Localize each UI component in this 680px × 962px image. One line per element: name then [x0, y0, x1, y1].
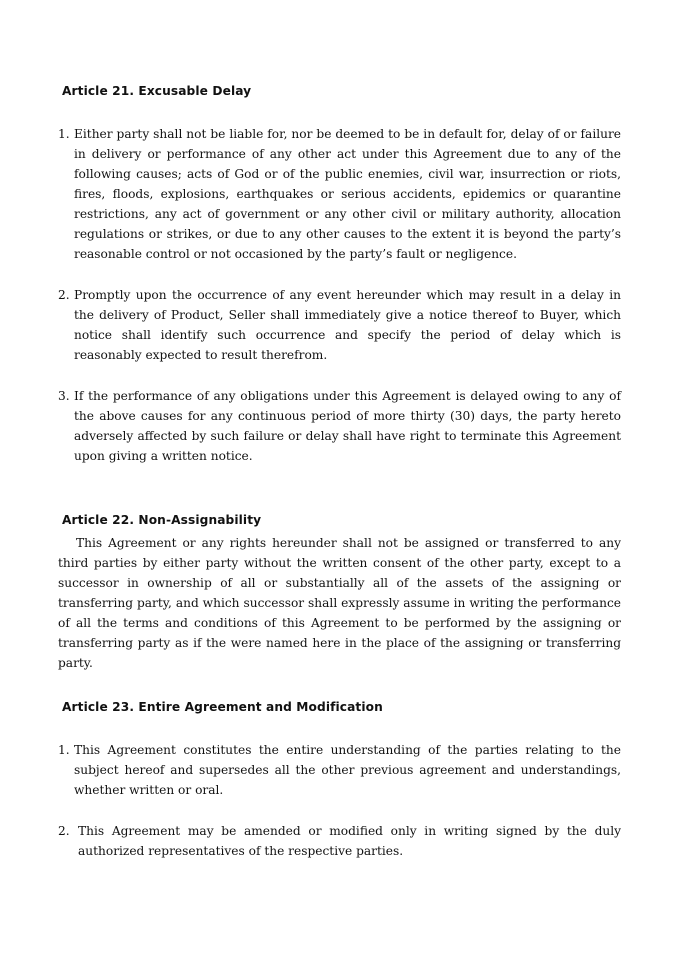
item-text: If the performance of any obligations under this Agreement is delayed owing to any of the above causes for any continuous period of more thirty (30) days, the party hereto adversely affected by such failure or delay shall have right to terminate this Agreement upon giving a written notice. — [74, 389, 621, 463]
article-23-item-1 — [58, 740, 621, 800]
item-number: 2. — [58, 824, 70, 838]
article-21-heading: Article 21. Excusable Delay — [62, 84, 252, 98]
item-number: 1. — [58, 127, 70, 141]
item-text: This Agreement constitutes the entire understanding of the parties relating to the subject hereof and supersedes all the other previous agreement and understandings, whether written or oral. — [74, 743, 621, 797]
article-21-item-3 — [58, 386, 621, 466]
item-text: Either party shall not be liable for, nor be deemed to be in default for, delay of or failure in delivery or performance of any other act under this Agreement due to any of the following causes; acts of God or of the public enemies, civil war, insurrection or riots, fires, floods, explosions, earthquakes or serious accidents, epidemics or quarantine restrictions, any act of government or any other civil or military authority, allocation regulations or strikes, or due to any other causes to the extent it is beyond the party’s reasonable control or not occasioned by the party’s fault or negligence. — [74, 127, 621, 261]
item-text: Promptly upon the occurrence of any event hereunder which may result in a delay in the delivery of Product, Seller shall immediately give a notice thereof to Buyer, which notice shall identify such occurrence and specify the period of delay which is reasonably expected to result therefrom. — [74, 288, 621, 362]
article-22-paragraph: This Agreement or any rights hereunder shall not be assigned or transferred to any third parties by either party without the written consent of the other party, except to a successor in ownership of all or substantially all of the assets of the assigning or transferring party, and which successor shall expressly assume in writing the performance of all the terms and conditions of this Agreement to be performed by the assigning or transferring party as if the were named here in the place of the assigning or transferring party. — [58, 536, 621, 670]
item-number: 3. — [58, 389, 70, 403]
item-text: This Agreement may be amended or modified only in writing signed by the duly authorized representatives of the respective parties. — [78, 824, 621, 858]
article-21-item-2 — [58, 285, 621, 365]
article-23-item-2 — [58, 821, 621, 861]
article-23-heading: Article 23. Entire Agreement and Modification — [62, 700, 383, 714]
item-number: 1. — [58, 743, 70, 757]
item-number: 2. — [58, 288, 70, 302]
article-22-heading: Article 22. Non-Assignability — [62, 513, 262, 527]
article-21-item-1 — [58, 124, 621, 264]
